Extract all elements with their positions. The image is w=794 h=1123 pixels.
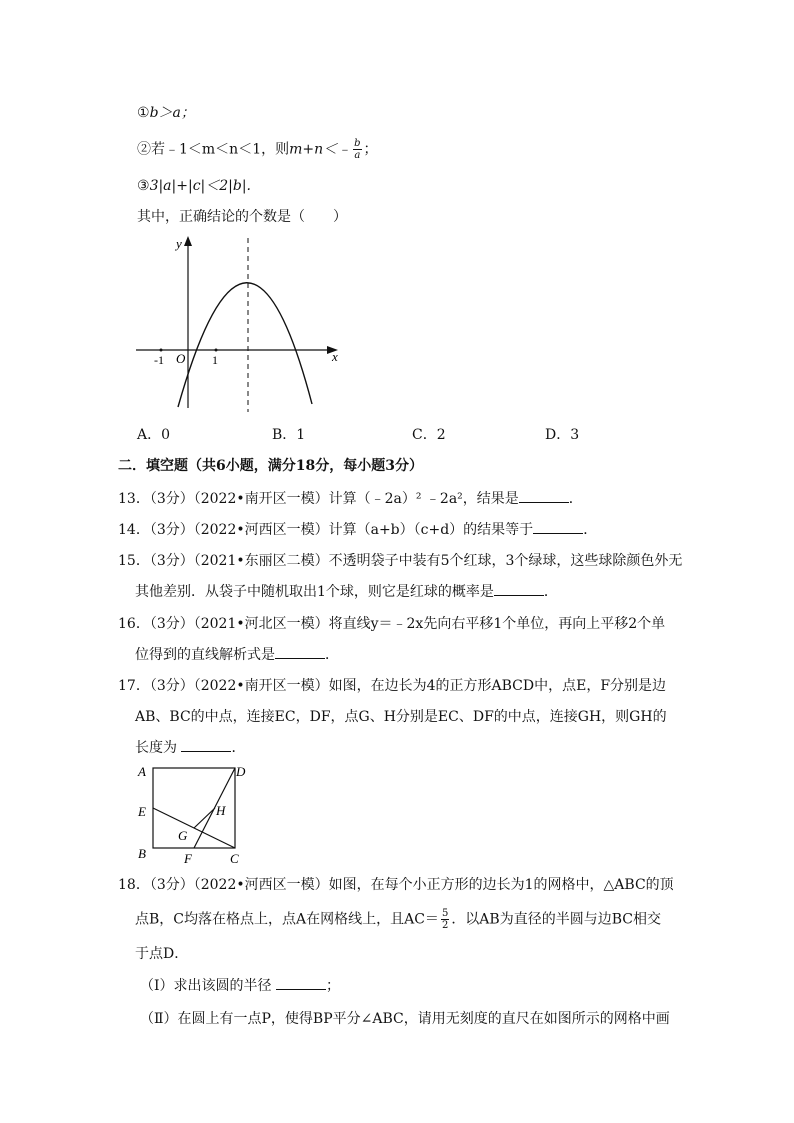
- answer-blank: [181, 739, 231, 752]
- item-mark: ③: [137, 178, 150, 194]
- fraction-b-over-a: [353, 138, 361, 161]
- tick-1: [215, 349, 218, 352]
- item-mid: m+n＜﹣: [289, 141, 352, 158]
- question-17-line1: 17．（3分）（2022•南开区一模）如图，在边长为4的正方形ABCD中，点E，F分别是边: [118, 678, 667, 694]
- y-axis-arrow: [184, 236, 192, 246]
- q17-text: 长度为: [135, 740, 177, 756]
- question-18-line3: 于点D．: [135, 946, 189, 962]
- x-label: x: [332, 349, 338, 364]
- answer-blank: [276, 977, 326, 990]
- question-18-line1: 18．（3分）（2022•河西区一模）如图，在每个小正方形的边长为1的网格中，△ABC的顶: [118, 877, 674, 893]
- fraction-5-over-2: [441, 908, 449, 931]
- question-18-line2: [135, 908, 661, 931]
- q18-part1-text: （Ⅰ）求出该圆的半径: [140, 978, 272, 994]
- label-c: C: [230, 851, 239, 866]
- tick-neg1: [160, 349, 163, 352]
- q14-end: ．: [583, 522, 598, 538]
- answer-blank: [533, 521, 583, 534]
- fraction-denominator: a: [354, 150, 361, 161]
- option-b: B．1: [272, 427, 306, 443]
- y-label: y: [176, 236, 182, 251]
- question-15-line1: 15．（3分）（2021•东丽区二模）不透明袋子中装有5个红球，3个绿球，这些球除颜色外无: [118, 553, 683, 569]
- item-pre: 若﹣1＜m＜n＜1，则: [151, 141, 290, 158]
- parabola-graph: [130, 232, 350, 412]
- answer-blank: [519, 490, 569, 503]
- q16-end: ．: [325, 647, 339, 663]
- label-g: G: [178, 828, 188, 843]
- square-figure: [130, 760, 260, 868]
- q17-end: ．: [231, 740, 246, 756]
- label-d: D: [236, 764, 246, 779]
- question-13: [118, 489, 583, 509]
- item-text: b＞a；: [149, 105, 195, 121]
- fraction-numerator: b: [354, 138, 361, 149]
- item-mark: ①: [137, 105, 150, 121]
- q18-line2-pre: 点B，C均落在格点上，点A在网格线上，且AC＝: [135, 911, 439, 928]
- q14-text: 14．（3分）（2022•河西区一模）计算（a+b）（c+d）的结果等于: [118, 522, 534, 538]
- label-a: A: [138, 764, 146, 779]
- section-title: 二．填空题（共6小题，满分18分，每小题3分）: [118, 458, 423, 474]
- question-16-line2: [135, 645, 339, 665]
- question-17-line3: [135, 738, 245, 758]
- q12-item-3: [137, 176, 251, 196]
- origin-label: O: [176, 351, 186, 366]
- option-c: C．2: [412, 427, 446, 443]
- item-mark: ②: [137, 141, 151, 158]
- answer-blank: [275, 646, 325, 659]
- question-16-line1: 16．（3分）（2021•河北区一模）将直线y＝﹣2x先向右平移1个单位，再向上平移2个单: [118, 616, 666, 632]
- q13-end: ．: [568, 491, 583, 507]
- q12-prompt: 其中，正确结论的个数是（ ）: [137, 209, 347, 225]
- q13-text: 13．（3分）（2022•南开区一模）计算（﹣2a）² ﹣2a²，结果是: [118, 491, 519, 507]
- q18-part1-end: ；: [325, 978, 340, 994]
- question-18-part2: （Ⅱ）在圆上有一点P，使得BP平分∠ABC，请用无刻度的直尺在如图所示的网格中画: [140, 1011, 670, 1027]
- label-e: E: [138, 804, 146, 819]
- segment-gh: [194, 808, 215, 828]
- option-a: A．0: [137, 427, 171, 443]
- tick-neg1-label: -1: [154, 353, 164, 367]
- q18-line2-post: ．以AB为直径的半圆与边BC相交: [451, 911, 661, 928]
- fraction-denominator: 2: [441, 920, 449, 931]
- question-18-part1: [140, 976, 340, 996]
- question-14: [118, 520, 597, 540]
- option-d: D．3: [545, 427, 580, 443]
- q12-item-2: [137, 138, 378, 161]
- label-h: H: [216, 803, 226, 818]
- item-post: ；: [363, 141, 378, 158]
- parabola-curve: [178, 283, 312, 407]
- q12-item-1: [137, 103, 195, 123]
- item-text: 3|a|+|c|＜2|b|.: [149, 178, 252, 194]
- question-17-line2: AB、BC的中点，连接EC，DF，点G、H分别是EC、DF的中点，连接GH，则GH的: [135, 709, 667, 725]
- q15-end: ．: [543, 584, 558, 600]
- fraction-numerator: 5: [441, 908, 449, 919]
- tick-1-label: 1: [212, 353, 218, 367]
- label-b: B: [138, 846, 146, 861]
- q16-text: 位得到的直线解析式是: [135, 647, 275, 663]
- answer-blank: [494, 583, 544, 596]
- q15-text: 其他差别．从袋子中随机取出1个球，则它是红球的概率是: [135, 584, 494, 600]
- label-f: F: [184, 851, 192, 866]
- question-15-line2: [135, 582, 558, 602]
